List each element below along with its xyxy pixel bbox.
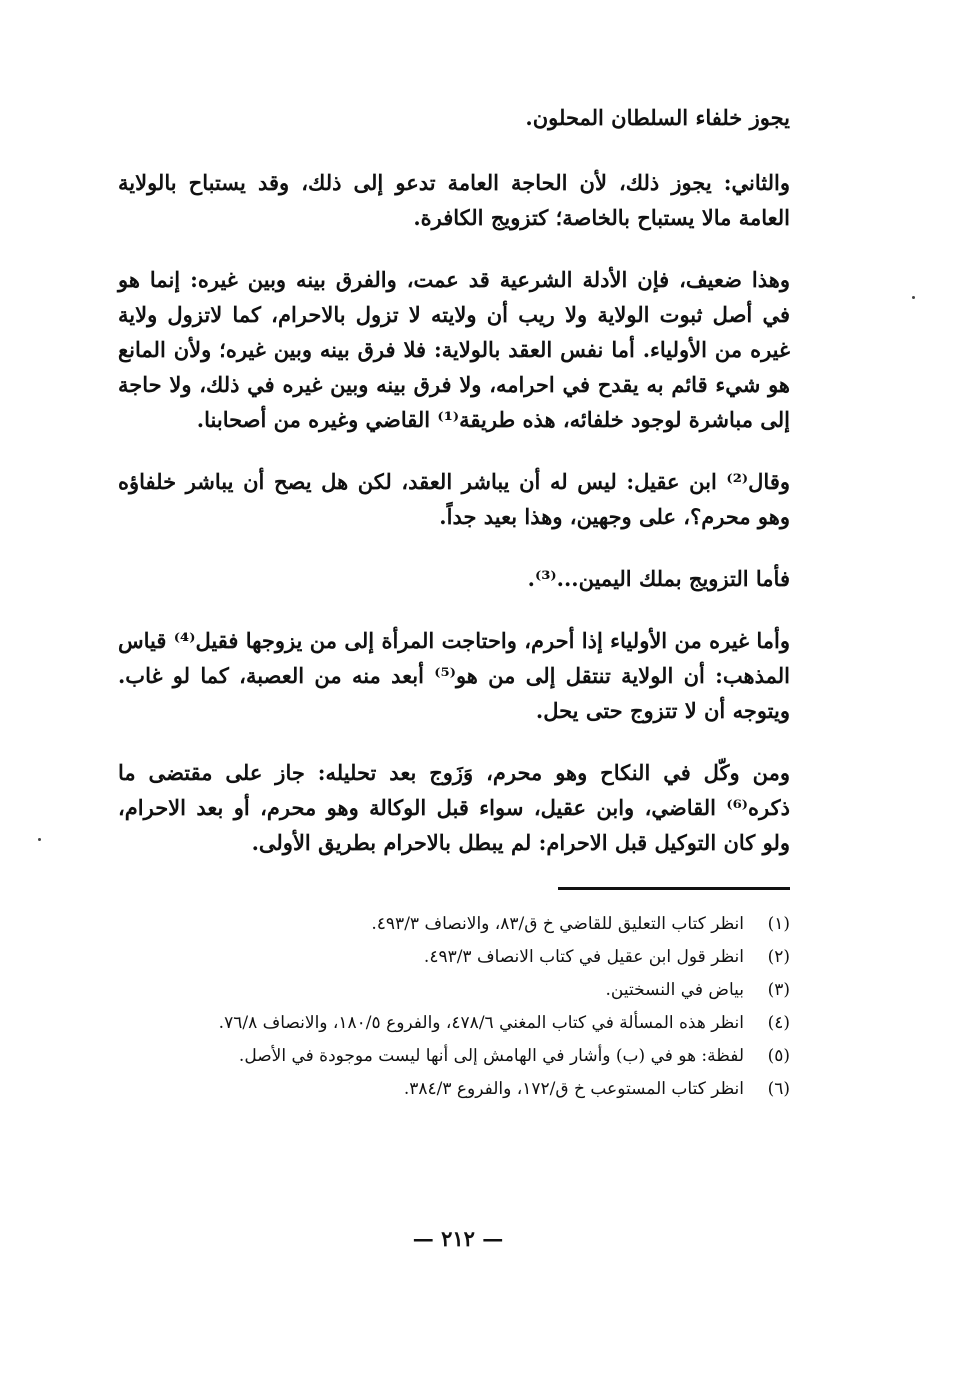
paragraph: وهذا ضعيف، فإن الأدلة الشرعية قد عمت، والفرق بينه وبين غيره: إنما هو في أصل ثبوت الولاية ولا ريب أن ولايته لا تزول بالاحرام، كما لاتزول ولاية غيره من الأولياء. أما نفس العقد بالولاية: فلا فرق بينه وبين غيره؛ ولأن المانع هو شيء قائم به يقدح في احرامه، ولا فرق بينه وبين غيره في ذلك، ولا حاجة إلى مباشرة لوجود خلفائه، هذه طريقة⁽¹⁾ القاضي وغيره من أصحابنا. [118, 267, 790, 432]
footnote-text: لفظة: هو في (ب) وأشار في الهامش إلى أنها ليست موجودة في الأصل. [238, 1046, 744, 1066]
paragraph: وقال⁽²⁾ ابن عقيل: ليس له أن يباشر العقد، لكن هل يصح أن يباشر خلفاؤه وهو محرم؟، على وجهين، وهذا بعيد جداً. [118, 469, 790, 529]
footnote-text: انظر كتاب التعليق للقاضي خ ق/٨٣، والانصاف ٤٩٣/٣. [371, 914, 744, 934]
footnote-text: انظر هذه المسألة في كتاب المغني ٤٧٨/٦، والفروع ١٨٠/٥، والانصاف ٧٦/٨. [218, 1013, 744, 1033]
footnote-text: بياض في النسختين. [605, 980, 744, 1000]
scan-speck [38, 838, 41, 841]
footnote-divider [558, 887, 790, 890]
footnote-text: انظر قول ابن عقيل في كتاب الانصاف ٤٩٣/٣. [423, 947, 744, 967]
paragraph: ومن وكّل في النكاح وهو محرم، وَزَوج بعد تحليله: جاز على مقتضى ما ذكره⁽⁶⁾ القاضي، وابن عقيل، سواء قبل الوكالة وهو محرم، أو بعد الاحرام، ولو كان التوكيل قبل الاحرام: لم يبطل بالاحرام بطريق الأولى. [118, 760, 790, 855]
page-number: — ٢١٢ — [412, 1226, 504, 1251]
paragraph: يجوز خلفاء السلطان المحلون. [525, 105, 790, 130]
footnote-number: (٤) [767, 1013, 790, 1033]
page-body [118, 100, 790, 1106]
footnote-item [118, 908, 790, 941]
footnote-item [118, 1040, 790, 1073]
footnote-item [118, 1007, 790, 1040]
footnote-number: (٣) [767, 980, 790, 1000]
footnotes [118, 908, 790, 1106]
footnote-number: (٥) [767, 1046, 790, 1066]
footnote-text: انظر كتاب المستوعب خ ق/١٧٢، والفروع ٣٨٤/٣. [403, 1079, 744, 1099]
paragraph: فأما التزويج بملك اليمين...⁽³⁾. [527, 566, 790, 591]
paragraph: وأما غيره من الأولياء إذا أحرم، واحتاجت المرأة إلى من يزوجها فقيل⁽⁴⁾ قياس المذهب: أن الولاية تنتقل إلى من هو⁽⁵⁾ أبعد منه من العصبة، كما لو غاب. ويتوجه أن لا تتزوج حتى يحل. [118, 628, 790, 723]
footnote-item [118, 974, 790, 1007]
paragraph: والثاني: يجوز ذلك، لأن الحاجة العامة تدعو إلى ذلك، وقد يستباح بالولاية العامة مالا يستباح بالخاصة؛ كتزويج الكافرة. [118, 170, 790, 230]
footnote-item [118, 941, 790, 974]
footnote-number: (٦) [767, 1079, 790, 1099]
footnote-item [118, 1073, 790, 1106]
scan-speck [912, 296, 915, 299]
footnote-number: (١) [767, 914, 790, 934]
footnote-number: (٢) [767, 947, 790, 967]
